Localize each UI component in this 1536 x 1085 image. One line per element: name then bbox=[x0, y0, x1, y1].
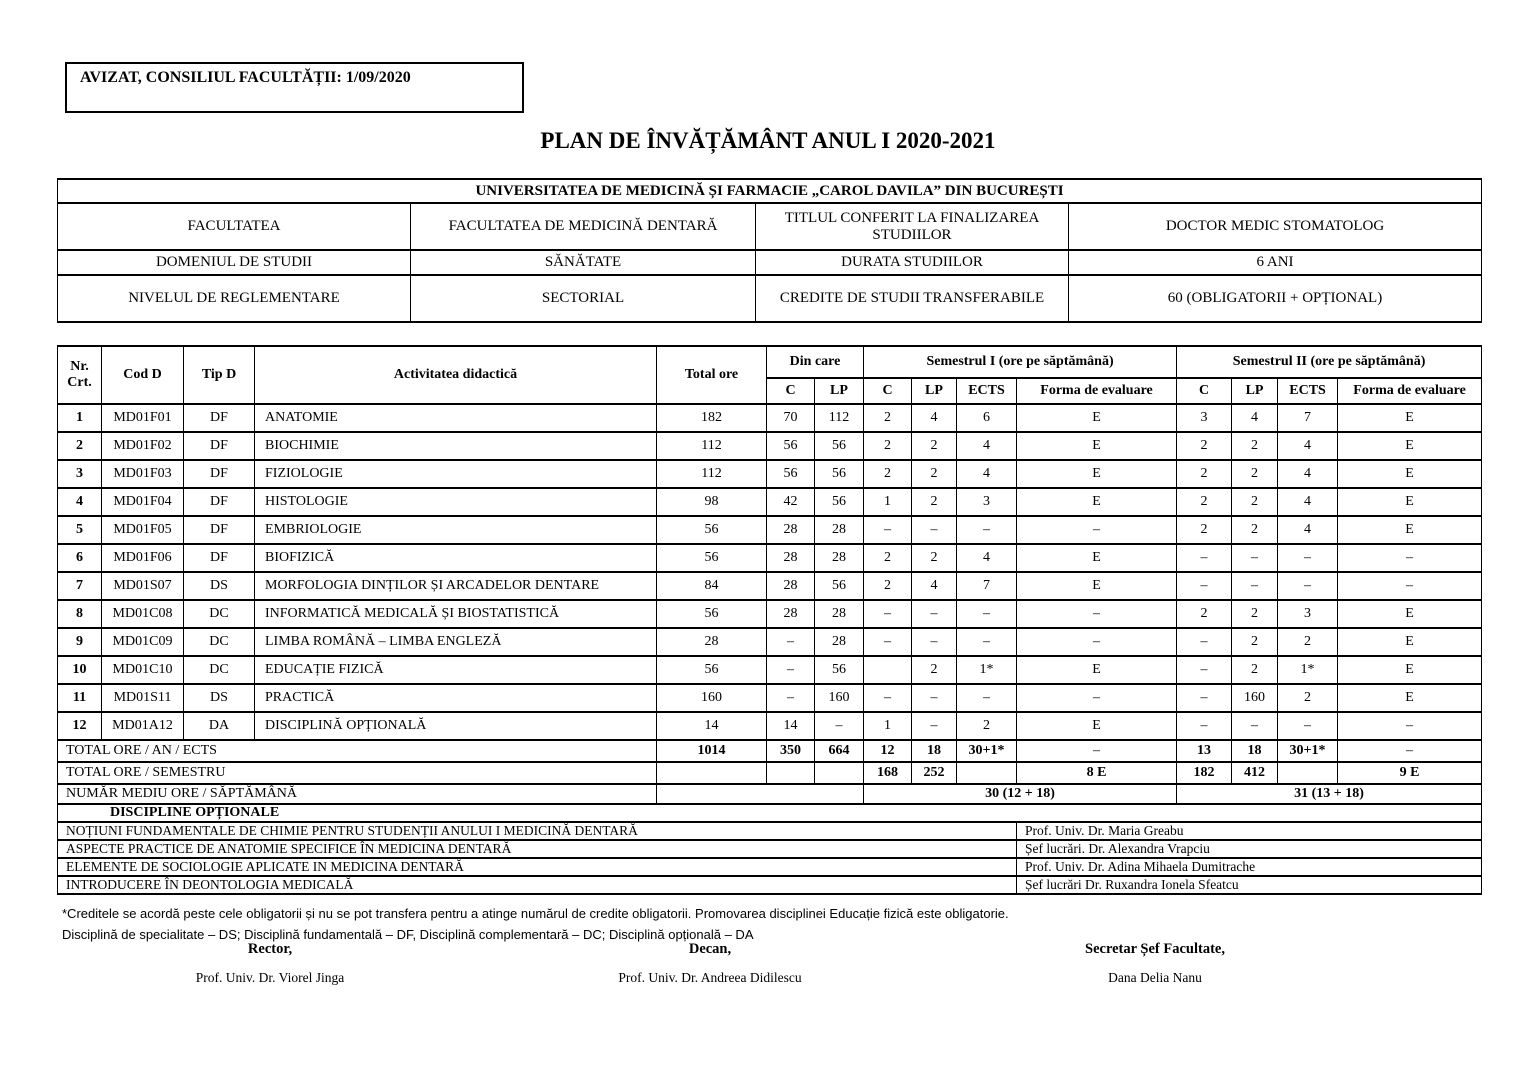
cell-total-ore: 182 bbox=[657, 404, 767, 432]
cell-s1-lp: 2 bbox=[912, 656, 957, 684]
cell-s1-lp: – bbox=[912, 600, 957, 628]
cell-activitate: LIMBA ROMÂNĂ – LIMBA ENGLEZĂ bbox=[255, 628, 657, 656]
info-value: 60 (OBLIGATORII + OPȚIONAL) bbox=[1069, 275, 1482, 322]
signature-name: Prof. Univ. Dr. Andreea Didilescu bbox=[618, 970, 802, 985]
cell-s2-lp: 4 bbox=[1232, 404, 1278, 432]
cell-s2-forma: E bbox=[1338, 684, 1482, 712]
cell-total-ore: 98 bbox=[657, 488, 767, 516]
cell-s2-ects: 4 bbox=[1278, 460, 1338, 488]
cell-s2-lp: 2 bbox=[1232, 516, 1278, 544]
cell-s2-c: – bbox=[1177, 712, 1232, 740]
cell-s1-forma: E bbox=[1017, 460, 1177, 488]
cell-din-care-c: 56 bbox=[767, 432, 815, 460]
university-row bbox=[58, 179, 1482, 203]
cell-tip: DC bbox=[184, 656, 255, 684]
cell-s1-lp: – bbox=[912, 712, 957, 740]
optional-discipline-teacher: Prof. Univ. Dr. Maria Greabu bbox=[1017, 822, 1482, 840]
cell-s2-c: 2 bbox=[1177, 432, 1232, 460]
cell-s2-c: – bbox=[1177, 656, 1232, 684]
cell-total-ore: 56 bbox=[657, 600, 767, 628]
cell-din-care-c: 28 bbox=[767, 600, 815, 628]
cell-s1-lp: – bbox=[912, 628, 957, 656]
cell-s2-c: 2 bbox=[1177, 460, 1232, 488]
curriculum-row bbox=[58, 656, 1482, 684]
cell-din-care-lp: 56 bbox=[815, 432, 864, 460]
cell-s2-ects: – bbox=[1278, 712, 1338, 740]
cell-activitate: BIOFIZICĂ bbox=[255, 544, 657, 572]
col-header-s2-c: C bbox=[1177, 378, 1232, 404]
total-an-s2-ects: 30+1* bbox=[1278, 740, 1338, 762]
cell-s1-ects: – bbox=[957, 628, 1017, 656]
curriculum-row bbox=[58, 404, 1482, 432]
total-an-s1-forma: – bbox=[1017, 740, 1177, 762]
cell-cod: MD01S07 bbox=[102, 572, 184, 600]
signature-role: Secretar Șef Facultate, bbox=[1085, 941, 1225, 957]
cell-din-care-lp: 28 bbox=[815, 516, 864, 544]
cell-total-ore: 56 bbox=[657, 544, 767, 572]
cell-total-ore: 160 bbox=[657, 684, 767, 712]
optional-discipline-teacher: Prof. Univ. Dr. Adina Mihaela Dumitrache bbox=[1017, 858, 1482, 876]
cell-nr: 12 bbox=[58, 712, 102, 740]
total-sem-s2-c: 182 bbox=[1177, 762, 1232, 784]
total-semestru-row bbox=[58, 762, 1482, 784]
curriculum-table-header bbox=[58, 346, 1482, 404]
cell-s1-forma: E bbox=[1017, 544, 1177, 572]
cell-cod: MD01S11 bbox=[102, 684, 184, 712]
cell-s2-forma: E bbox=[1338, 404, 1482, 432]
optional-discipline-name: ASPECTE PRACTICE DE ANATOMIE SPECIFICE ÎN MEDICINA DENTARĂ bbox=[58, 840, 1017, 858]
total-sem-s2-lp: 412 bbox=[1232, 762, 1278, 784]
cell-s1-lp: 2 bbox=[912, 488, 957, 516]
total-an-ore: 1014 bbox=[657, 740, 767, 762]
info-label: DOMENIUL DE STUDII bbox=[58, 250, 411, 275]
cell-din-care-lp: 56 bbox=[815, 572, 864, 600]
info-label: DURATA STUDIILOR bbox=[756, 250, 1069, 275]
cell-activitate: PRACTICĂ bbox=[255, 684, 657, 712]
empty-cell bbox=[657, 762, 767, 784]
cell-tip: DF bbox=[184, 516, 255, 544]
cell-activitate: DISCIPLINĂ OPȚIONALĂ bbox=[255, 712, 657, 740]
col-header-s1-lp: LP bbox=[912, 378, 957, 404]
cell-s1-ects: 3 bbox=[957, 488, 1017, 516]
signature-secretar bbox=[1085, 941, 1225, 986]
info-label: CREDITE DE STUDII TRANSFERABILE bbox=[756, 275, 1069, 322]
cell-s1-ects: – bbox=[957, 516, 1017, 544]
col-header-tip: Tip D bbox=[184, 346, 255, 404]
col-header-nr: Nr. Crt. bbox=[58, 346, 102, 404]
signature-role: Rector, bbox=[247, 941, 293, 957]
cell-activitate: MORFOLOGIA DINȚILOR ȘI ARCADELOR DENTARE bbox=[255, 572, 657, 600]
cell-s1-forma: E bbox=[1017, 712, 1177, 740]
cell-nr: 7 bbox=[58, 572, 102, 600]
cell-s2-forma: – bbox=[1338, 712, 1482, 740]
cell-tip: DF bbox=[184, 460, 255, 488]
cell-activitate: INFORMATICĂ MEDICALĂ ȘI BIOSTATISTICĂ bbox=[255, 600, 657, 628]
optional-discipline-row bbox=[58, 822, 1482, 840]
cell-s2-forma: E bbox=[1338, 628, 1482, 656]
info-value: SĂNĂTATE bbox=[411, 250, 756, 275]
medie-label: NUMĂR MEDIU ORE / SĂPTĂMÂNĂ bbox=[58, 784, 657, 804]
cell-s1-forma: – bbox=[1017, 628, 1177, 656]
cell-s1-c bbox=[864, 656, 912, 684]
cell-s2-lp: 2 bbox=[1232, 628, 1278, 656]
signature-role: Decan, bbox=[688, 941, 732, 957]
cell-total-ore: 56 bbox=[657, 516, 767, 544]
total-sem-s1-lp: 252 bbox=[912, 762, 957, 784]
curriculum-row bbox=[58, 628, 1482, 656]
cell-s1-c: – bbox=[864, 600, 912, 628]
cell-din-care-c: 14 bbox=[767, 712, 815, 740]
cell-s1-ects: 6 bbox=[957, 404, 1017, 432]
cell-s2-lp: 2 bbox=[1232, 656, 1278, 684]
cell-s2-c: – bbox=[1177, 684, 1232, 712]
cell-din-care-lp: 112 bbox=[815, 404, 864, 432]
cell-s1-forma: – bbox=[1017, 684, 1177, 712]
cell-nr: 4 bbox=[58, 488, 102, 516]
cell-cod: MD01F06 bbox=[102, 544, 184, 572]
optional-discipline-row bbox=[58, 876, 1482, 894]
col-header-s2-forma: Forma de evaluare bbox=[1338, 378, 1482, 404]
curriculum-row bbox=[58, 684, 1482, 712]
cell-tip: DS bbox=[184, 572, 255, 600]
total-an-s1-lp: 18 bbox=[912, 740, 957, 762]
cell-cod: MD01A12 bbox=[102, 712, 184, 740]
cell-cod: MD01C09 bbox=[102, 628, 184, 656]
optional-heading: DISCIPLINE OPȚIONALE bbox=[58, 804, 1482, 822]
cell-din-care-lp: 28 bbox=[815, 600, 864, 628]
cell-s2-ects: 4 bbox=[1278, 488, 1338, 516]
cell-tip: DF bbox=[184, 432, 255, 460]
cell-s2-lp: 2 bbox=[1232, 600, 1278, 628]
col-header-s1-forma: Forma de evaluare bbox=[1017, 378, 1177, 404]
cell-s2-lp: 2 bbox=[1232, 432, 1278, 460]
cell-s2-forma: E bbox=[1338, 600, 1482, 628]
cell-din-care-c: 28 bbox=[767, 516, 815, 544]
cell-s1-ects: 7 bbox=[957, 572, 1017, 600]
cell-total-ore: 28 bbox=[657, 628, 767, 656]
empty-cell bbox=[657, 784, 864, 804]
info-value: 6 ANI bbox=[1069, 250, 1482, 275]
cell-s1-c: 2 bbox=[864, 404, 912, 432]
cell-s2-ects: 2 bbox=[1278, 684, 1338, 712]
cell-activitate: ANATOMIE bbox=[255, 404, 657, 432]
curriculum-row bbox=[58, 544, 1482, 572]
cell-tip: DC bbox=[184, 628, 255, 656]
cell-s2-c: – bbox=[1177, 628, 1232, 656]
cell-s2-ects: – bbox=[1278, 572, 1338, 600]
cell-nr: 8 bbox=[58, 600, 102, 628]
cell-tip: DA bbox=[184, 712, 255, 740]
curriculum-row bbox=[58, 600, 1482, 628]
cell-s1-c: 2 bbox=[864, 432, 912, 460]
cell-s2-ects: 7 bbox=[1278, 404, 1338, 432]
info-row-facultatea bbox=[58, 203, 1482, 250]
cell-s1-lp: 4 bbox=[912, 404, 957, 432]
signature-rector bbox=[196, 941, 344, 986]
cell-s1-ects: 1* bbox=[957, 656, 1017, 684]
col-header-semestrul-1: Semestrul I (ore pe săptămână) bbox=[864, 346, 1177, 378]
cell-s2-forma: – bbox=[1338, 572, 1482, 600]
signature-name: Prof. Univ. Dr. Viorel Jinga bbox=[195, 970, 345, 985]
cell-total-ore: 56 bbox=[657, 656, 767, 684]
cell-total-ore: 112 bbox=[657, 432, 767, 460]
curriculum-table-totals bbox=[58, 740, 1482, 822]
curriculum-row bbox=[58, 516, 1482, 544]
cell-s2-c: 2 bbox=[1177, 488, 1232, 516]
cell-din-care-c: 28 bbox=[767, 544, 815, 572]
curriculum-row bbox=[58, 712, 1482, 740]
col-header-activitate: Activitatea didactică bbox=[255, 346, 657, 404]
cell-activitate: FIZIOLOGIE bbox=[255, 460, 657, 488]
cell-s1-lp: – bbox=[912, 684, 957, 712]
cell-s1-c: 1 bbox=[864, 488, 912, 516]
optional-discipline-row bbox=[58, 858, 1482, 876]
cell-din-care-c: 28 bbox=[767, 572, 815, 600]
cell-s1-lp: 2 bbox=[912, 460, 957, 488]
total-sem-s1-forma: 8 E bbox=[1017, 762, 1177, 784]
cell-s1-ects: 4 bbox=[957, 460, 1017, 488]
cell-s1-lp: 2 bbox=[912, 432, 957, 460]
cell-s1-ects: 4 bbox=[957, 432, 1017, 460]
cell-s2-ects: 3 bbox=[1278, 600, 1338, 628]
cell-s1-c: 2 bbox=[864, 460, 912, 488]
cell-s1-lp: – bbox=[912, 516, 957, 544]
cell-s2-ects: 4 bbox=[1278, 516, 1338, 544]
cell-din-care-c: 70 bbox=[767, 404, 815, 432]
curriculum-row bbox=[58, 460, 1482, 488]
col-header-total-ore: Total ore bbox=[657, 346, 767, 404]
cell-din-care-c: – bbox=[767, 628, 815, 656]
cell-activitate: BIOCHIMIE bbox=[255, 432, 657, 460]
cell-s2-forma: E bbox=[1338, 656, 1482, 684]
cell-activitate: EMBRIOLOGIE bbox=[255, 516, 657, 544]
cell-s2-ects: 4 bbox=[1278, 432, 1338, 460]
cell-din-care-lp: 28 bbox=[815, 628, 864, 656]
cell-s2-lp: 2 bbox=[1232, 460, 1278, 488]
col-header-din-care-c: C bbox=[767, 378, 815, 404]
cell-din-care-lp: 160 bbox=[815, 684, 864, 712]
footnote-credits: *Creditele se acordă peste cele obligatorii și nu se pot transfera pentru a atinge numărul de credite obligatorii. Promovarea disciplinei Educație fizică este obligatorie. bbox=[62, 906, 1009, 921]
cell-cod: MD01F03 bbox=[102, 460, 184, 488]
cell-total-ore: 84 bbox=[657, 572, 767, 600]
optional-heading-row bbox=[58, 804, 1482, 822]
cell-s1-ects: 2 bbox=[957, 712, 1017, 740]
signature-name: Dana Delia Nanu bbox=[1108, 970, 1202, 985]
col-header-din-care: Din care bbox=[767, 346, 864, 378]
col-header-s1-c: C bbox=[864, 378, 912, 404]
cell-s2-c: 3 bbox=[1177, 404, 1232, 432]
curriculum-row bbox=[58, 488, 1482, 516]
cell-s1-forma: – bbox=[1017, 600, 1177, 628]
cell-s2-forma: E bbox=[1338, 488, 1482, 516]
cell-s1-lp: 2 bbox=[912, 544, 957, 572]
cell-cod: MD01F05 bbox=[102, 516, 184, 544]
info-row-nivelul bbox=[58, 275, 1482, 322]
cell-din-care-lp: 56 bbox=[815, 656, 864, 684]
cell-din-care-c: – bbox=[767, 656, 815, 684]
cell-s1-c: 2 bbox=[864, 544, 912, 572]
total-sem-s1-c: 168 bbox=[864, 762, 912, 784]
cell-din-care-lp: 28 bbox=[815, 544, 864, 572]
cell-cod: MD01F04 bbox=[102, 488, 184, 516]
info-value: FACULTATEA DE MEDICINĂ DENTARĂ bbox=[411, 203, 756, 250]
cell-s2-lp: – bbox=[1232, 544, 1278, 572]
total-an-s2-forma: – bbox=[1338, 740, 1482, 762]
total-an-s2-c: 13 bbox=[1177, 740, 1232, 762]
cell-nr: 5 bbox=[58, 516, 102, 544]
curriculum-row bbox=[58, 572, 1482, 600]
cell-s2-ects: 1* bbox=[1278, 656, 1338, 684]
total-an-row bbox=[58, 740, 1482, 762]
cell-din-care-lp: 56 bbox=[815, 488, 864, 516]
cell-tip: DC bbox=[184, 600, 255, 628]
cell-tip: DS bbox=[184, 684, 255, 712]
cell-s1-lp: 4 bbox=[912, 572, 957, 600]
optional-discipline-name: ELEMENTE DE SOCIOLOGIE APLICATE IN MEDICINA DENTARĂ bbox=[58, 858, 1017, 876]
cell-s1-ects: 4 bbox=[957, 544, 1017, 572]
cell-activitate: HISTOLOGIE bbox=[255, 488, 657, 516]
cell-din-care-lp: 56 bbox=[815, 460, 864, 488]
medie-s1: 30 (12 + 18) bbox=[864, 784, 1177, 804]
info-label: NIVELUL DE REGLEMENTARE bbox=[58, 275, 411, 322]
empty-cell bbox=[767, 762, 815, 784]
cell-total-ore: 112 bbox=[657, 460, 767, 488]
optional-disciplines-body bbox=[58, 822, 1482, 894]
cell-s1-c: – bbox=[864, 684, 912, 712]
cell-s1-forma: – bbox=[1017, 516, 1177, 544]
cell-cod: MD01F02 bbox=[102, 432, 184, 460]
total-an-s1-ects: 30+1* bbox=[957, 740, 1017, 762]
cell-s2-forma: – bbox=[1338, 544, 1482, 572]
total-an-c: 350 bbox=[767, 740, 815, 762]
cell-nr: 11 bbox=[58, 684, 102, 712]
total-an-lp: 664 bbox=[815, 740, 864, 762]
medie-s2: 31 (13 + 18) bbox=[1177, 784, 1482, 804]
optional-discipline-row bbox=[58, 840, 1482, 858]
cell-s1-forma: E bbox=[1017, 656, 1177, 684]
cell-s2-c: 2 bbox=[1177, 600, 1232, 628]
approval-text: AVIZAT, CONSILIUL FACULTĂȚII: 1/09/2020 bbox=[80, 69, 411, 86]
col-header-cod: Cod D bbox=[102, 346, 184, 404]
curriculum-table-body bbox=[58, 404, 1482, 740]
cell-s2-c: – bbox=[1177, 572, 1232, 600]
approval-box bbox=[65, 62, 524, 113]
cell-s1-c: – bbox=[864, 516, 912, 544]
cell-s1-forma: E bbox=[1017, 488, 1177, 516]
empty-cell bbox=[815, 762, 864, 784]
total-sem-label: TOTAL ORE / SEMESTRU bbox=[58, 762, 657, 784]
optional-discipline-teacher: Șef lucrări. Dr. Alexandra Vrapciu bbox=[1017, 840, 1482, 858]
cell-s2-ects: – bbox=[1278, 544, 1338, 572]
footnotes bbox=[62, 903, 1482, 945]
optional-discipline-teacher: Șef lucrări Dr. Ruxandra Ionela Sfeatcu bbox=[1017, 876, 1482, 894]
institution-info-table bbox=[57, 178, 1482, 323]
cell-nr: 3 bbox=[58, 460, 102, 488]
info-value: DOCTOR MEDIC STOMATOLOG bbox=[1069, 203, 1482, 250]
cell-din-care-c: 56 bbox=[767, 460, 815, 488]
cell-s2-c: – bbox=[1177, 544, 1232, 572]
col-header-s2-lp: LP bbox=[1232, 378, 1278, 404]
cell-s1-c: 2 bbox=[864, 572, 912, 600]
info-value: SECTORIAL bbox=[411, 275, 756, 322]
col-header-s2-ects: ECTS bbox=[1278, 378, 1338, 404]
cell-tip: DF bbox=[184, 404, 255, 432]
medie-row bbox=[58, 784, 1482, 804]
optional-discipline-name: INTRODUCERE ÎN DEONTOLOGIA MEDICALĂ bbox=[58, 876, 1017, 894]
cell-s2-lp: – bbox=[1232, 712, 1278, 740]
cell-cod: MD01F01 bbox=[102, 404, 184, 432]
total-an-s2-lp: 18 bbox=[1232, 740, 1278, 762]
col-header-din-care-lp: LP bbox=[815, 378, 864, 404]
cell-s1-ects: – bbox=[957, 684, 1017, 712]
cell-nr: 9 bbox=[58, 628, 102, 656]
cell-s2-forma: E bbox=[1338, 460, 1482, 488]
cell-din-care-c: 42 bbox=[767, 488, 815, 516]
cell-activitate: EDUCAȚIE FIZICĂ bbox=[255, 656, 657, 684]
col-header-semestrul-2: Semestrul II (ore pe săptămână) bbox=[1177, 346, 1482, 378]
cell-s1-forma: E bbox=[1017, 572, 1177, 600]
cell-s1-c: 1 bbox=[864, 712, 912, 740]
cell-s2-lp: 2 bbox=[1232, 488, 1278, 516]
cell-s2-lp: – bbox=[1232, 572, 1278, 600]
cell-s2-forma: E bbox=[1338, 516, 1482, 544]
cell-s1-forma: E bbox=[1017, 404, 1177, 432]
cell-din-care-lp: – bbox=[815, 712, 864, 740]
col-header-s1-ects: ECTS bbox=[957, 378, 1017, 404]
signature-decan bbox=[618, 941, 801, 986]
empty-cell bbox=[1278, 762, 1338, 784]
cell-s1-forma: E bbox=[1017, 432, 1177, 460]
curriculum-table bbox=[57, 345, 1482, 895]
curriculum-row bbox=[58, 432, 1482, 460]
cell-tip: DF bbox=[184, 544, 255, 572]
info-label: TITLUL CONFERIT LA FINALIZAREA STUDIILOR bbox=[756, 203, 1069, 250]
cell-s2-ects: 2 bbox=[1278, 628, 1338, 656]
university-name: UNIVERSITATEA DE MEDICINĂ ȘI FARMACIE „CAROL DAVILA” DIN BUCUREȘTI bbox=[58, 179, 1482, 203]
cell-cod: MD01C10 bbox=[102, 656, 184, 684]
page-title: PLAN DE ÎNVĂȚĂMÂNT ANUL I 2020-2021 bbox=[540, 128, 996, 153]
cell-nr: 1 bbox=[58, 404, 102, 432]
footnote-legend: Disciplină de specialitate – DS; Disciplină fundamentală – DF, Disciplină complementară – DC; Disciplină opțională – DA bbox=[62, 927, 754, 942]
cell-s1-c: – bbox=[864, 628, 912, 656]
cell-din-care-c: – bbox=[767, 684, 815, 712]
info-row-domeniul bbox=[58, 250, 1482, 275]
cell-s2-lp: 160 bbox=[1232, 684, 1278, 712]
info-label: FACULTATEA bbox=[58, 203, 411, 250]
cell-s1-ects: – bbox=[957, 600, 1017, 628]
cell-s2-c: 2 bbox=[1177, 516, 1232, 544]
cell-cod: MD01C08 bbox=[102, 600, 184, 628]
optional-discipline-name: NOȚIUNI FUNDAMENTALE DE CHIMIE PENTRU STUDENȚII ANULUI I MEDICINĂ DENTARĂ bbox=[58, 822, 1017, 840]
cell-total-ore: 14 bbox=[657, 712, 767, 740]
total-sem-s2-forma: 9 E bbox=[1338, 762, 1482, 784]
cell-nr: 10 bbox=[58, 656, 102, 684]
cell-nr: 6 bbox=[58, 544, 102, 572]
total-an-s1-c: 12 bbox=[864, 740, 912, 762]
total-an-label: TOTAL ORE / AN / ECTS bbox=[58, 740, 657, 762]
cell-tip: DF bbox=[184, 488, 255, 516]
cell-s2-forma: E bbox=[1338, 432, 1482, 460]
cell-nr: 2 bbox=[58, 432, 102, 460]
empty-cell bbox=[957, 762, 1017, 784]
